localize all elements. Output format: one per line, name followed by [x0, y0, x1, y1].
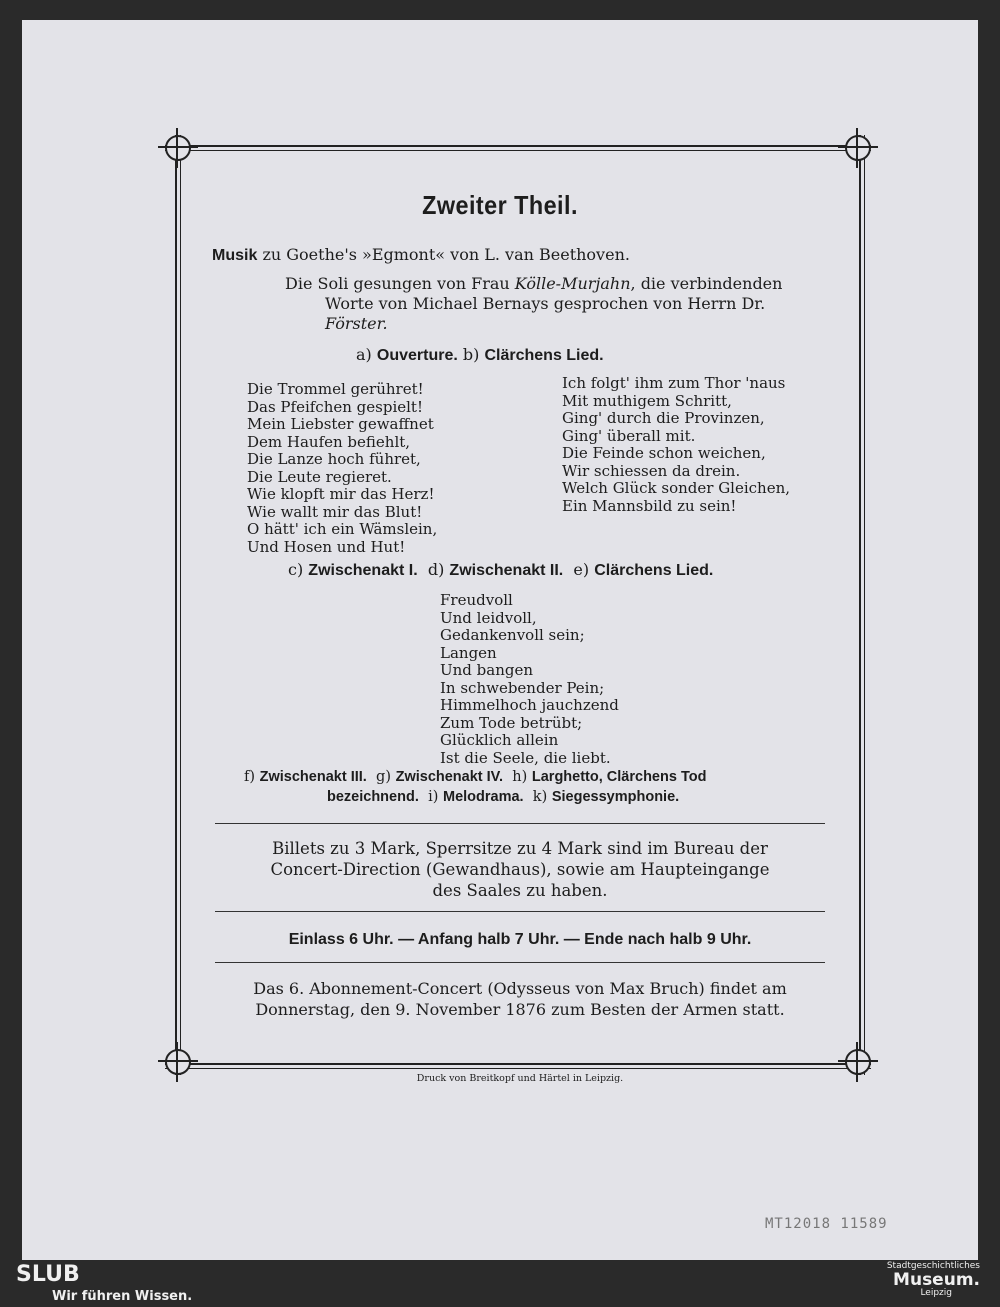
soli-text: , die verbindenden: [630, 274, 783, 293]
soli-line-1: [285, 274, 782, 293]
divider: [215, 911, 825, 912]
item-prefix: e): [573, 560, 590, 579]
verse-line: Freudvoll: [440, 591, 513, 609]
item-title: Clärchens Lied.: [484, 347, 604, 364]
soli-singer: Kölle-Murjahn: [514, 274, 631, 293]
item-title: bezeichnend.: [327, 789, 419, 805]
verse-line: Ging' überall mit.: [562, 426, 696, 445]
item-title: Zwischenakt II.: [449, 562, 564, 579]
intro-rest: zu Goethe's »Egmont« von L. van Beethoven.: [262, 245, 630, 264]
item-title: Clärchens Lied.: [594, 562, 714, 579]
section-cde: [288, 560, 713, 580]
museum-logo: Museum.: [893, 1270, 980, 1290]
item-prefix: h): [512, 769, 528, 785]
item-prefix: d): [427, 560, 445, 579]
verse-line: Die Trommel gerühret!: [247, 380, 424, 398]
billets-line: des Saales zu haben.: [432, 881, 608, 900]
times-info: Einlass 6 Uhr. — Anfang halb 7 Uhr. — Ende nach halb 9 Uhr.: [288, 931, 752, 948]
verse-line: Welch Glück sonder Gleichen,: [562, 479, 791, 497]
verse-line: Die Lanze hoch führet,: [247, 450, 421, 468]
section-fk-line1: [244, 769, 706, 785]
verse-line: Das Pfeifchen gespielt!: [247, 397, 423, 416]
item-title: Larghetto, Clärchens Tod: [531, 769, 707, 785]
museum-line3: Leipzig: [920, 1288, 952, 1298]
verse-line: Die Feinde schon weichen,: [562, 444, 766, 462]
item-title: Zwischenakt I.: [308, 562, 418, 579]
verse-line: Glücklich allein: [440, 731, 559, 749]
item-prefix: g): [376, 769, 391, 785]
verse-line: O hätt' ich ein Wämslein,: [247, 520, 438, 538]
verse-line: Ich folgt' ihm zum Thor 'naus: [562, 374, 786, 392]
printer-note: Druck von Breitkopf und Härtel in Leipzig.: [416, 1073, 624, 1084]
item-title: Melodrama.: [442, 789, 524, 805]
verse-line: Und leidvoll,: [440, 608, 537, 627]
soli-line-2: Worte von Michael Bernays gesprochen von Herrn Dr.: [325, 294, 766, 313]
item-title: Siegessymphonie.: [551, 789, 680, 805]
verse-line: Die Leute regieret.: [247, 467, 392, 486]
intro-line: [212, 245, 630, 265]
shelfmark: MT12018 11589: [765, 1216, 888, 1232]
verse-line: Wie wallt mir das Blut!: [247, 502, 423, 521]
item-prefix: b): [462, 345, 480, 364]
verse-line: Ein Mannsbild zu sein!: [562, 496, 737, 515]
verse-line: Himmelhoch jauchzend: [440, 696, 619, 714]
divider: [215, 962, 825, 963]
divider: [215, 823, 825, 824]
verse-line: Ging' durch die Provinzen,: [562, 409, 765, 427]
soli-text: Die Soli gesungen von Frau: [285, 274, 515, 293]
verse-line: In schwebender Pein;: [440, 678, 605, 697]
soli-line-3: Förster.: [325, 314, 388, 333]
next-concert-line: Das 6. Abonnement-Concert (Odysseus von Max Bruch) findet am: [253, 979, 787, 998]
intro-musik: Musik: [212, 247, 258, 264]
verse-line: Und bangen: [440, 661, 534, 679]
verse-center: [440, 592, 619, 767]
item-title: Zwischenakt IV.: [395, 769, 504, 785]
section-fk-line2: [327, 789, 679, 805]
verse-left: [247, 381, 437, 556]
item-title: Ouverture.: [376, 347, 458, 364]
item-title: Zwischenakt III.: [259, 769, 367, 785]
item-prefix: c): [288, 560, 304, 579]
next-concert-line: Donnerstag, den 9. November 1876 zum Besten der Armen statt.: [255, 1000, 785, 1019]
billets-line: Billets zu 3 Mark, Sperrsitze zu 4 Mark sind im Bureau der: [272, 839, 768, 858]
verse-line: Langen: [440, 643, 497, 662]
item-prefix: f): [244, 769, 256, 785]
billets-line: Concert-Direction (Gewandhaus), sowie am Haupteingange: [270, 860, 770, 879]
next-concert-info: [200, 978, 840, 1020]
museum-line1: Stadtgeschichtliches: [886, 1261, 980, 1271]
slub-tagline: Wir führen Wissen.: [52, 1289, 193, 1304]
verse-right: [562, 375, 790, 515]
verse-line: Dem Haufen befiehlt,: [247, 432, 411, 451]
slub-logo: SLUB: [16, 1262, 80, 1287]
verse-line: Ist die Seele, die liebt.: [440, 748, 611, 767]
item-prefix: a): [356, 345, 372, 364]
verse-line: Mit muthigem Schritt,: [562, 391, 732, 410]
verse-line: Gedankenvoll sein;: [440, 626, 585, 644]
verse-line: Mein Liebster gewaffnet: [247, 415, 434, 433]
billets-info: [200, 838, 840, 901]
verse-line: Und Hosen und Hut!: [247, 537, 406, 556]
item-prefix: k): [532, 789, 548, 805]
section-ab: [356, 345, 604, 365]
verse-line: Zum Tode betrübt;: [440, 713, 583, 732]
page-title: Zweiter Theil.: [422, 190, 578, 220]
item-prefix: i): [428, 789, 439, 805]
verse-line: Wir schiessen da drein.: [562, 461, 741, 480]
verse-line: Wie klopft mir das Herz!: [247, 485, 435, 503]
